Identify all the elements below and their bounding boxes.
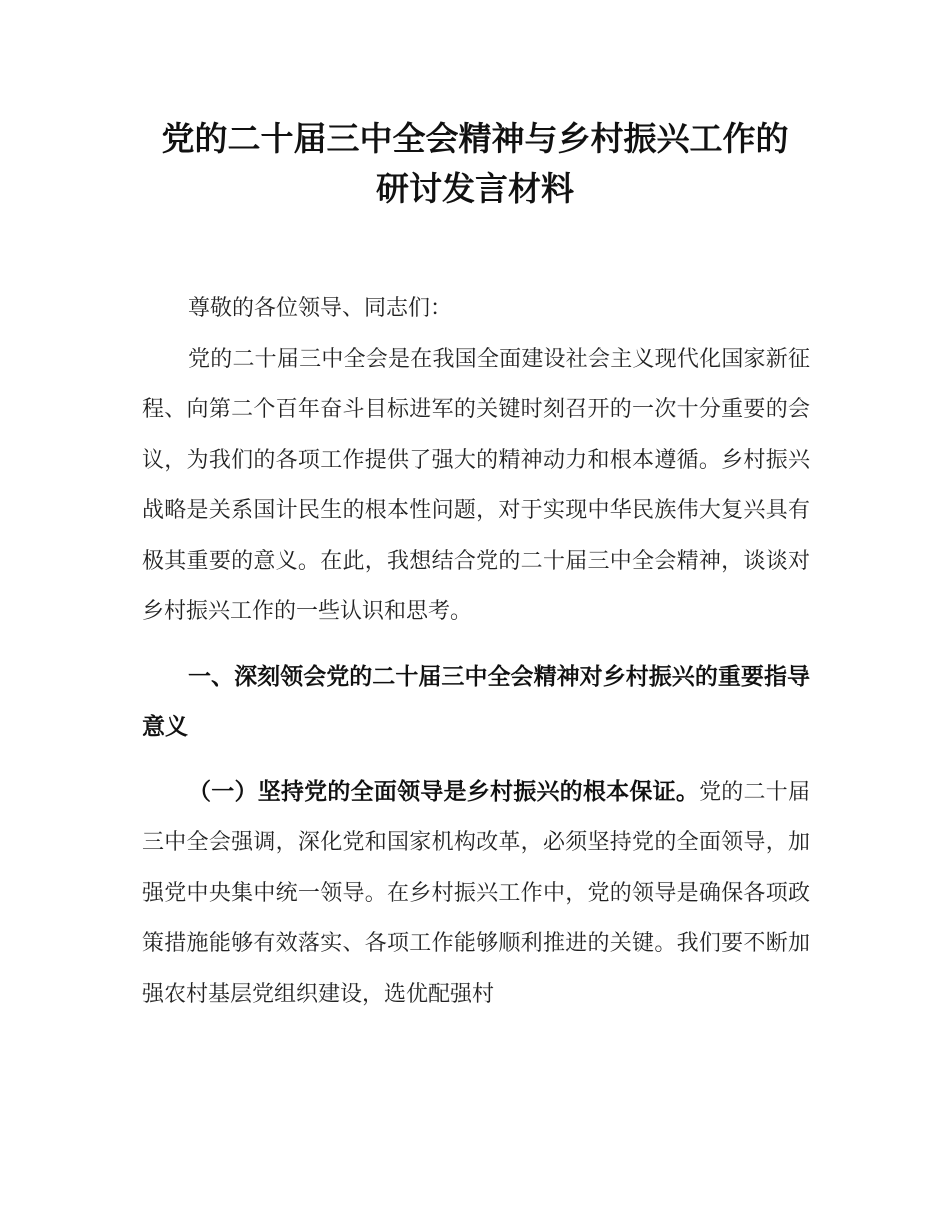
section-heading: 一、深刻领会党的二十届三中全会精神对乡村振兴的重要指导意义 bbox=[142, 663, 810, 740]
subsection-paragraph bbox=[142, 767, 810, 1021]
paragraph-gap bbox=[142, 638, 810, 652]
paragraph-gap bbox=[142, 753, 810, 767]
subsection-body: 党的二十届三中全会强调，深化党和国家机构改革，必须坚持党的全面领导，加强党中央集中统一领导。在乡村振兴工作中，党的领导是确保各项政策措施能够有效落实、各项工作能够顺利推进的关键。我们要不断加强农村基层党组织建设，选优配强村 bbox=[142, 779, 810, 1007]
document-body bbox=[142, 284, 810, 1020]
document-title-line-2: 研讨发言材料 bbox=[376, 169, 574, 208]
subsection-lead: （一）坚持党的全面领导是乡村振兴的根本保证。 bbox=[188, 778, 700, 805]
salutation: 尊敬的各位领导、同志们： bbox=[188, 296, 453, 321]
document-title-line-1: 党的二十届三中全会精神与乡村振兴工作的 bbox=[161, 119, 789, 158]
intro-paragraph: 党的二十届三中全会是在我国全面建设社会主义现代化国家新征程、向第二个百年奋斗目标进军的关键时刻召开的一次十分重要的会议，为我们的各项工作提供了强大的精神动力和根本遵循。乡村振兴战略是关系国计民生的根本性问题，对于实现中华民族伟大复兴具有极其重要的意义。在此，我想结合党的二十届三中全会精神，谈谈对乡村振兴工作的一些认识和思考。 bbox=[142, 346, 810, 624]
